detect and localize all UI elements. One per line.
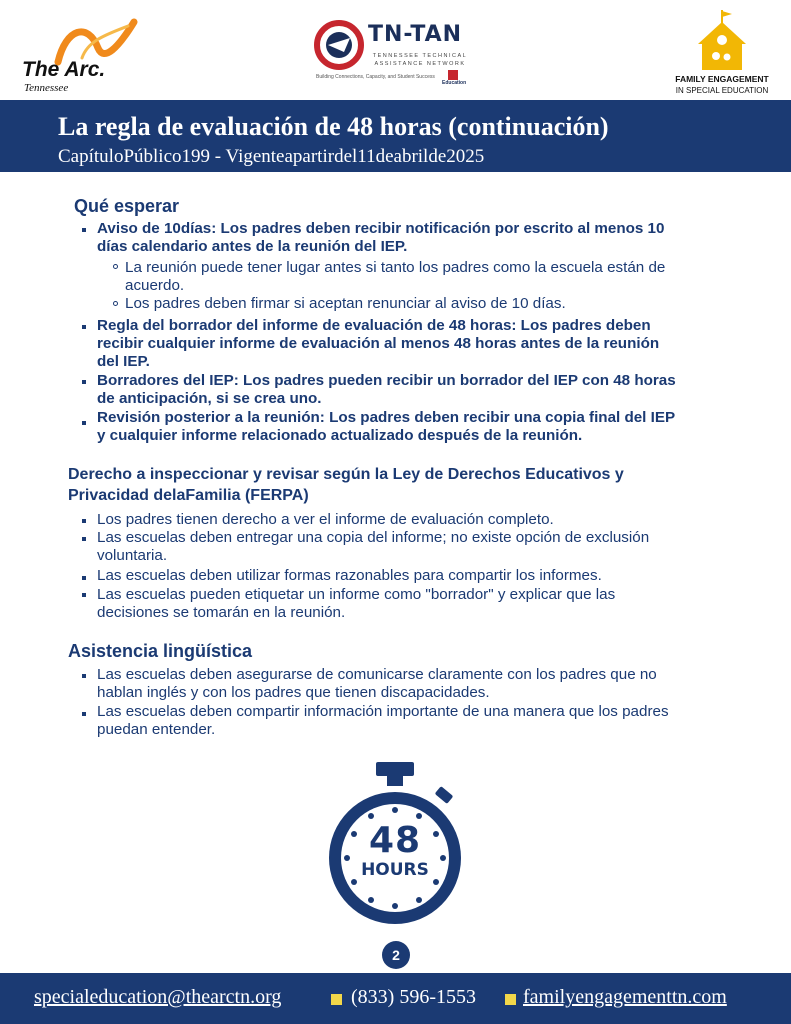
sub-item-reunion-line1: La reunión puede tener lugar antes si tanto los padres como la escuela están de — [125, 259, 666, 276]
sub-item-reunion-line2: acuerdo. — [125, 277, 185, 294]
tn-tan-subtitle: TENNESSEE TECHNICAL ASSISTANCE NETWORK — [372, 53, 468, 67]
tn-tan-circle-icon — [312, 18, 366, 72]
title-bar — [0, 100, 791, 172]
list-item-regla-line3: del IEP. — [97, 353, 150, 370]
section-heading-ferpa-line1: Derecho a inspeccionar y revisar según la Ley de Derechos Educativos y — [68, 466, 624, 483]
list-item-ferpa-2-line1: Las escuelas deben entregar una copia del informe; no existe opción de exclusión — [97, 529, 650, 546]
list-item-aviso-line1: Aviso de 10días: Los padres deben recibir notificación por escrito al menos 10 — [97, 220, 665, 237]
list-item-ferpa-4-line2: decisiones se tomarán en la reunión. — [97, 604, 346, 621]
tn-education-badge — [442, 70, 470, 90]
tn-tan-tagline: Building Connections, Capacity, and Student Success — [316, 74, 435, 80]
bullet-icon — [82, 228, 86, 232]
family-engagement-title: FAMILY ENGAGEMENT — [675, 74, 769, 84]
arc-name: The Arc. — [22, 58, 106, 81]
page-number: 2 — [382, 941, 410, 969]
section-heading-ferpa-line2: Privacidad delaFamilia (FERPA) — [68, 487, 309, 504]
list-item-borradores-line2: de anticipación, si se crea uno. — [97, 390, 322, 407]
list-item-regla-line2: recibir cualquier informe de evaluación al menos 48 horas antes de la reunión — [97, 335, 660, 352]
header-logos — [0, 0, 791, 100]
bullet-icon — [82, 519, 86, 523]
list-item-regla-line1: Regla del borrador del informe de evaluación de 48 horas: Los padres deben — [97, 317, 651, 334]
family-engagement-subtitle: IN SPECIAL EDUCATION — [675, 86, 769, 95]
arc-state: Tennessee — [24, 82, 69, 94]
section-heading-asistencia: Asistencia lingüística — [68, 641, 253, 661]
list-item-asistencia-1-line2: hablan inglés y con los padres que tienen discapacidades. — [97, 684, 490, 701]
bullet-icon — [82, 576, 86, 580]
stopwatch-unit: HOURS — [361, 860, 429, 880]
footer-separator-icon — [331, 994, 342, 1005]
list-item-ferpa-1: Los padres tienen derecho a ver el informe de evaluación completo. — [97, 511, 554, 528]
page-title: La regla de evaluación de 48 horas (continuación) — [58, 112, 609, 141]
list-item-ferpa-2-line2: voluntaria. — [97, 547, 168, 564]
footer-website-link[interactable]: familyengagementtn.com — [523, 986, 727, 1008]
tn-tan-logo — [312, 14, 482, 94]
footer — [0, 973, 791, 1024]
tn-tan-name: TN-TAN — [368, 22, 463, 47]
bullet-icon — [82, 421, 86, 425]
schoolhouse-icon — [672, 8, 772, 72]
stopwatch-48-hours-icon — [320, 760, 470, 930]
sub-bullet-icon — [113, 264, 118, 269]
bullet-icon — [82, 712, 86, 716]
family-engagement-logo — [672, 8, 772, 100]
list-item-asistencia-1-line1: Las escuelas deben asegurarse de comunicarse claramente con los padres que no — [97, 666, 657, 683]
footer-separator-icon — [505, 994, 516, 1005]
bullet-icon — [82, 380, 86, 384]
footer-phone: (833) 596-1553 — [351, 986, 476, 1008]
list-item-asistencia-2-line2: puedan entender. — [97, 721, 216, 738]
bullet-icon — [82, 325, 86, 329]
list-item-revision-line1: Revisión posterior a la reunión: Los padres deben recibir una copia final del IEP — [97, 409, 676, 426]
stopwatch-number: 48 — [368, 820, 422, 861]
bullet-icon — [82, 593, 86, 597]
sub-item-firmar: Los padres deben firmar si aceptan renunciar al aviso de 10 días. — [125, 295, 566, 312]
list-item-asistencia-2-line1: Las escuelas deben compartir información importante de una manera que los padres — [97, 703, 669, 720]
bullet-icon — [82, 674, 86, 678]
sub-bullet-icon — [113, 301, 118, 306]
list-item-aviso-line2: días calendario antes de la reunión del IEP. — [97, 238, 408, 255]
list-item-ferpa-3: Las escuelas deben utilizar formas razonables para compartir los informes. — [97, 567, 602, 584]
bullet-icon — [82, 537, 86, 541]
tn-education-label: Education — [442, 80, 467, 86]
list-item-revision-line2: y cualquier informe relacionado actualizado después de la reunión. — [97, 427, 583, 444]
page-subtitle: CapítuloPúblico199 - Vigenteapartirdel11deabrilde2025 — [58, 146, 485, 167]
the-arc-logo — [18, 18, 138, 98]
footer-email-link[interactable]: specialeducation@thearctn.org — [34, 986, 282, 1008]
list-item-ferpa-4-line1: Las escuelas pueden etiquetar un informe como "borrador" y explicar que las — [97, 586, 616, 603]
section-heading-que-esperar: Qué esperar — [74, 196, 180, 216]
list-item-borradores-line1: Borradores del IEP: Los padres pueden recibir un borrador del IEP con 48 horas — [97, 372, 676, 389]
